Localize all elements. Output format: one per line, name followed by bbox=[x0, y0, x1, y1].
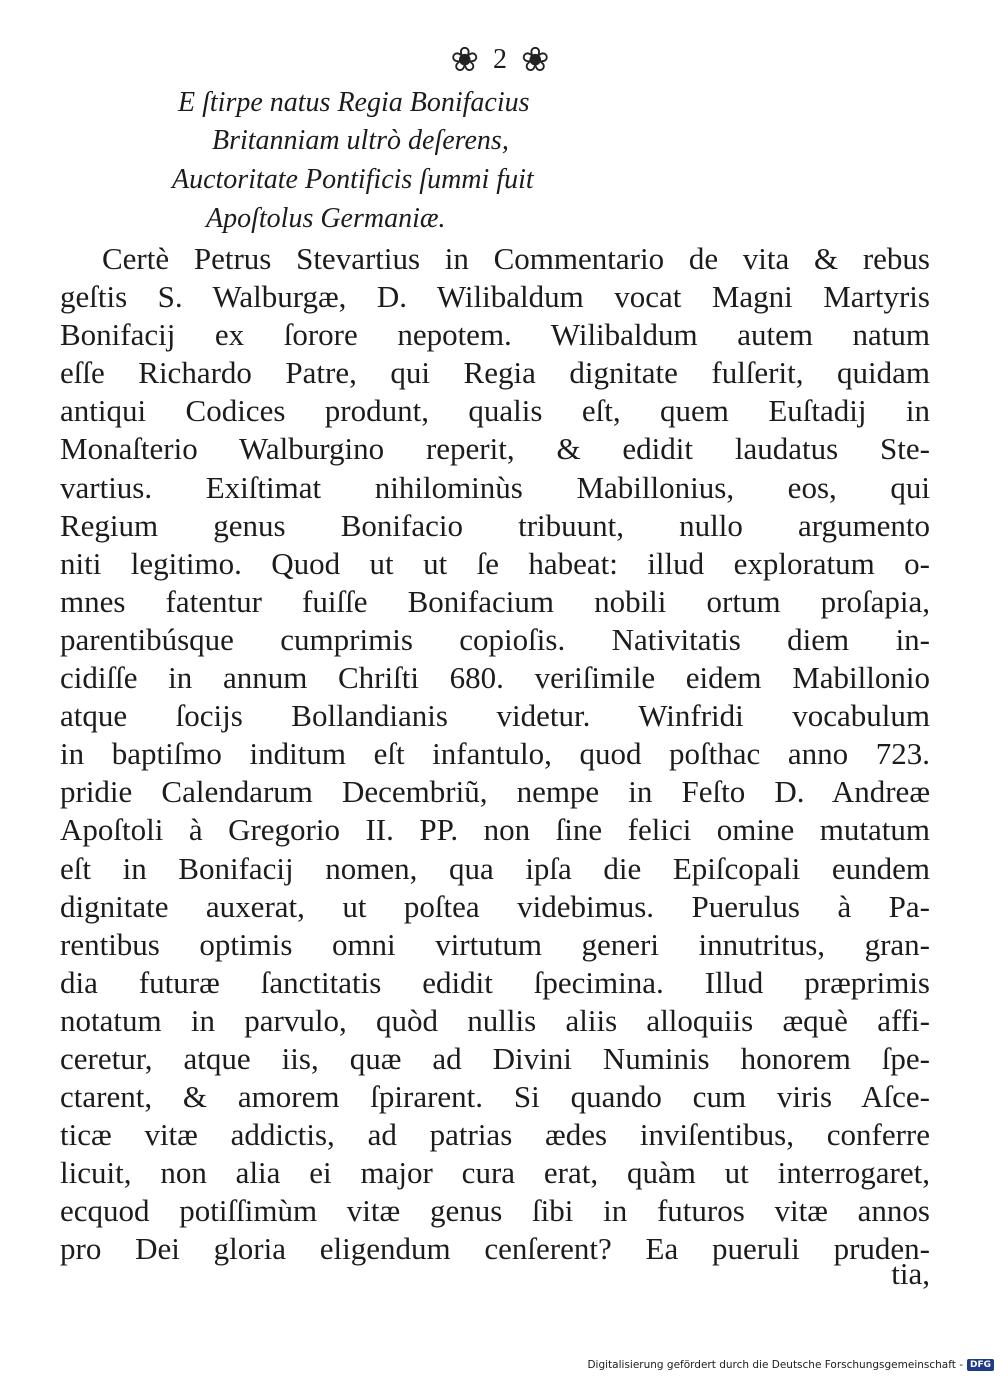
text-line: geſtis S. Walburgæ, D. Wilibaldum vocat Magni Martyris bbox=[60, 279, 930, 315]
catchword: tia, bbox=[891, 1256, 930, 1291]
text-line: Apoſtoli à Gregorio II. PP. non ſine felici omine mutatum bbox=[60, 812, 930, 848]
text-line: rentibus optimis omni virtutum generi innutritus, gran- bbox=[60, 926, 930, 962]
digitization-footer bbox=[587, 1355, 1000, 1375]
ornament-right-icon: ❀ bbox=[521, 42, 550, 79]
text-line: cidiſſe in annum Chriſti 680. veriſimile eidem Mabillonio bbox=[60, 660, 930, 696]
text-line: ticæ vitæ addictis, ad patrias ædes inviſentibus, conferre bbox=[60, 1117, 930, 1153]
text-line: ecquod potiſſimùm vitæ genus ſibi in futuros vitæ annos bbox=[60, 1193, 930, 1229]
text-line: eſſe Richardo Patre, qui Regia dignitate fulſerit, quidam bbox=[60, 355, 930, 391]
text-line: in baptiſmo inditum eſt infantulo, quod poſthac anno 723. bbox=[60, 736, 930, 772]
text-line: Bonifacij ex ſorore nepotem. Wilibaldum autem natum bbox=[60, 317, 930, 353]
text-line: eſt in Bonifacij nomen, qua ipſa die Epiſcopali eundem bbox=[60, 850, 930, 886]
poem-line: E ſtirpe natus Regia Bonifacius bbox=[178, 87, 530, 118]
text-line: niti legitimo. Quod ut ut ſe habeat: illud exploratum o- bbox=[60, 545, 930, 581]
text-line: Monaſterio Walburgino reperit, & edidit laudatus Ste- bbox=[60, 431, 930, 467]
text-line: licuit, non alia ei major cura erat, quàm ut interrogaret, bbox=[60, 1155, 930, 1191]
text-line: notatum in parvulo, quòd nullis aliis alloquiis æquè affi- bbox=[60, 1002, 930, 1038]
page-number: 2 bbox=[493, 44, 507, 75]
dfg-logo-icon: DFG bbox=[967, 1359, 994, 1371]
text-line: parentibúsque cumprimis copioſis. Nativitatis diem in- bbox=[60, 621, 930, 657]
text-line: ceretur, atque iis, quæ ad Divini Numinis honorem ſpe- bbox=[60, 1040, 930, 1076]
poem-line: Britanniam ultrò deſerens, bbox=[212, 125, 509, 156]
text-line: atque ſocijs Bollandianis videtur. Winfridi vocabulum bbox=[60, 698, 930, 734]
ornament-left-icon: ❀ bbox=[450, 42, 479, 79]
text-line: antiqui Codices produnt, qualis eſt, quem Euſtadij in bbox=[60, 393, 930, 429]
text-line: pro Dei gloria eligendum cenſerent? Ea pueruli pruden- bbox=[60, 1231, 930, 1267]
text-line: mnes fatentur fuiſſe Bonifacium nobili ortum proſapia, bbox=[60, 583, 930, 619]
page-header bbox=[0, 40, 1000, 80]
footer-text: Digitalisierung gefördert durch die Deutsche Forschungsgemeinschaft - bbox=[587, 1359, 963, 1371]
text-line: ctarent, & amorem ſpirarent. Si quando cum viris Aſce- bbox=[60, 1079, 930, 1115]
poem-line: Apoſtolus Germaniæ. bbox=[206, 203, 446, 234]
text-line: Regium genus Bonifacio tribuunt, nullo argumento bbox=[60, 507, 930, 543]
text-line: pridie Calendarum Decembriũ, nempe in Feſto D. Andreæ bbox=[60, 774, 930, 810]
text-line: dignitate auxerat, ut poſtea videbimus. Puerulus à Pa- bbox=[60, 888, 930, 924]
text-line: vartius. Exiſtimat nihilominùs Mabillonius, eos, qui bbox=[60, 469, 930, 505]
text-line: Certè Petrus Stevartius in Commentario de vita & rebus bbox=[102, 241, 930, 276]
body-paragraph bbox=[60, 240, 930, 1269]
text-line: dia futuræ ſanctitatis edidit ſpecimina. Illud præprimis bbox=[60, 964, 930, 1000]
poem-line: Auctoritate Pontificis ſummi fuit bbox=[172, 164, 534, 195]
